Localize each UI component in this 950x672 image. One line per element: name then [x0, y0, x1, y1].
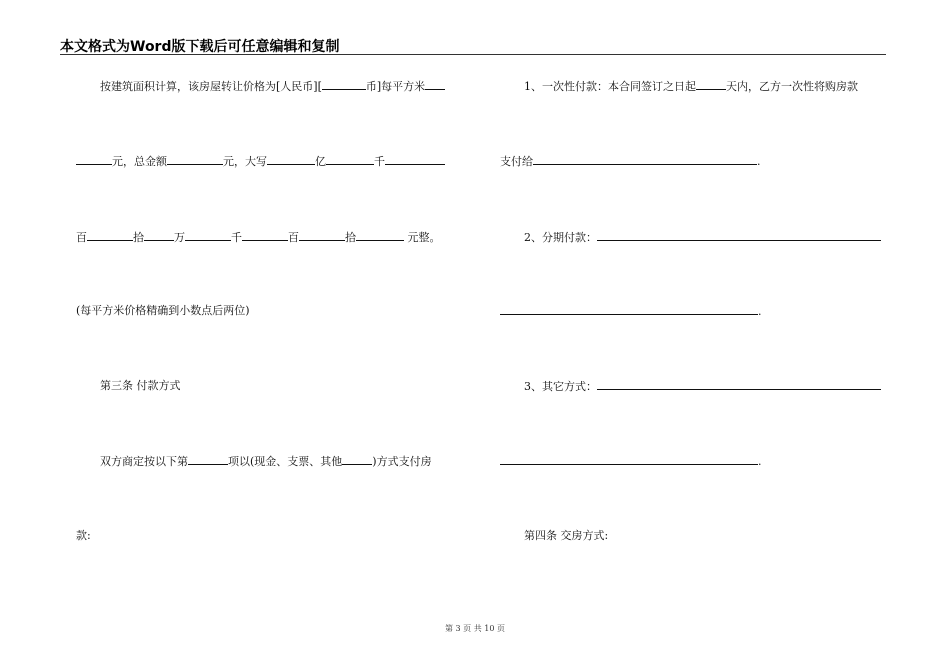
text-segment: .	[757, 155, 761, 168]
right-paragraph-pay-to	[500, 154, 761, 169]
left-paragraph-precision-note: (每平方米价格精确到小数点后两位)	[76, 304, 250, 317]
text-segment: 币]每平方米	[365, 80, 426, 93]
blank-field	[188, 454, 228, 465]
text-segment: 千	[374, 155, 385, 168]
left-paragraph-total-amount	[76, 154, 445, 169]
blank-field	[533, 154, 757, 165]
text-segment: 拾	[133, 231, 144, 244]
blank-field	[500, 304, 758, 315]
left-paragraph-amount-in-words	[76, 230, 441, 245]
blank-field	[76, 154, 112, 165]
blank-field	[242, 230, 288, 241]
right-paragraph-other-method	[524, 379, 881, 394]
blank-field	[425, 79, 445, 90]
blank-field	[326, 154, 374, 165]
blank-field	[500, 454, 758, 465]
section-heading-handover-method: 第四条 交房方式:	[524, 529, 609, 542]
document-header-title: 本文格式为Word版下载后可任意编辑和复制	[60, 39, 340, 55]
blank-field	[696, 79, 726, 90]
text-segment: 2、分期付款：	[524, 231, 597, 244]
text-segment: .	[758, 305, 762, 318]
right-paragraph-installment	[524, 230, 881, 245]
blank-field	[267, 154, 315, 165]
text-segment: 元，总金额	[112, 155, 167, 168]
text-segment: 天内，乙方一次性将购房款	[726, 80, 858, 93]
text-segment: 元，大写	[223, 155, 267, 168]
right-paragraph-lump-sum-payment	[524, 79, 858, 94]
text-segment: 元整。	[404, 231, 441, 244]
text-segment: 万	[174, 231, 185, 244]
blank-field	[597, 379, 881, 390]
text-segment: 1、一次性付款：本合同签订之日起	[524, 80, 696, 93]
left-paragraph-price-basis	[100, 79, 445, 94]
text-segment: 支付给	[500, 155, 533, 168]
header-divider	[60, 54, 886, 55]
text-segment: 项以(现金、支票、其他	[228, 455, 343, 468]
text-segment: 双方商定按以下第	[100, 455, 188, 468]
blank-field	[185, 230, 231, 241]
blank-field	[322, 79, 366, 90]
blank-field	[356, 230, 404, 241]
left-paragraph-agreed-payment	[100, 454, 432, 469]
blank-field	[167, 154, 223, 165]
blank-field	[385, 154, 445, 165]
right-paragraph-other-continued	[500, 454, 762, 469]
text-segment: 千	[231, 231, 242, 244]
blank-field	[342, 454, 372, 465]
blank-field	[144, 230, 174, 241]
text-segment: 拾	[345, 231, 356, 244]
blank-field	[87, 230, 133, 241]
text-segment: .	[758, 455, 762, 468]
left-paragraph-continuation: 款:	[76, 529, 91, 542]
page-number-footer: 第 3 页 共 10 页	[445, 624, 505, 633]
text-segment: 按建筑面积计算，该房屋转让价格为[人民币][	[100, 80, 322, 93]
text-segment: 百	[76, 231, 87, 244]
text-segment: 3、其它方式：	[524, 380, 597, 393]
text-segment: 亿	[315, 155, 326, 168]
section-heading-payment-method: 第三条 付款方式	[100, 379, 181, 392]
right-paragraph-installment-continued	[500, 304, 762, 319]
blank-field	[597, 230, 881, 241]
text-segment: )方式支付房	[372, 455, 432, 468]
text-segment: 百	[288, 231, 299, 244]
blank-field	[299, 230, 345, 241]
